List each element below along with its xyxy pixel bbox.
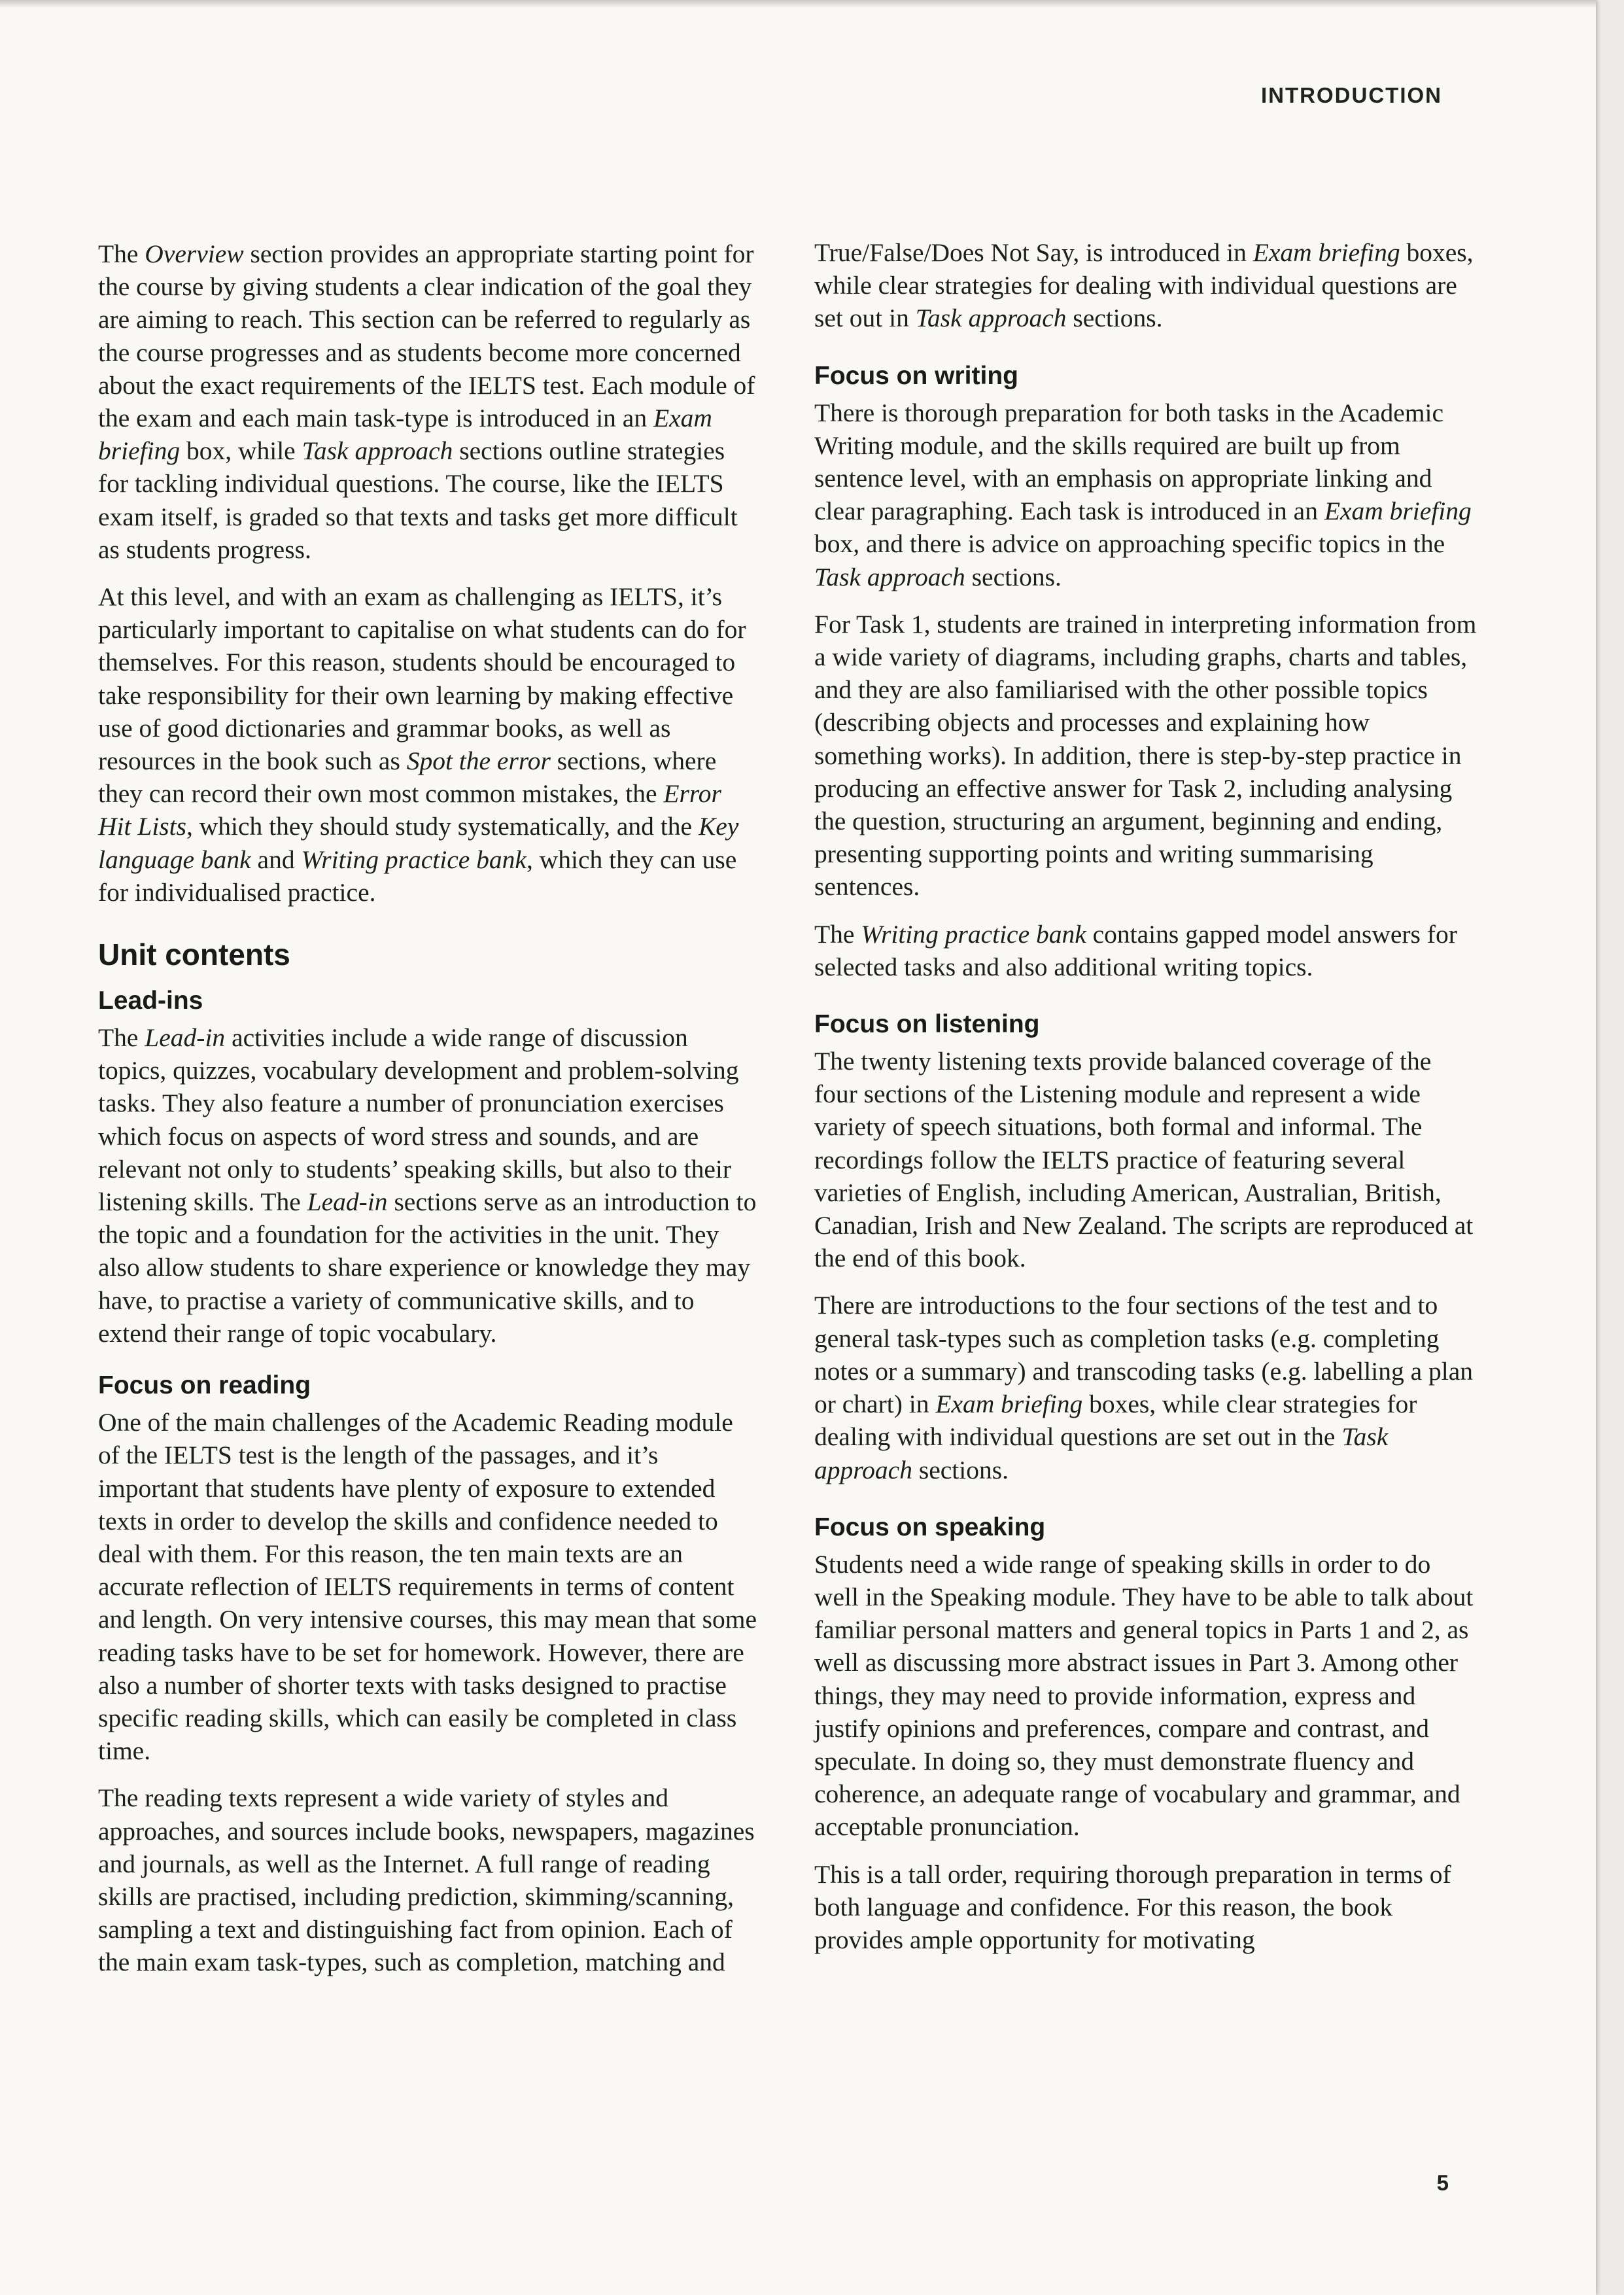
- page-top-edge: [0, 0, 1596, 8]
- writing-paragraph-1: There is thorough preparation for both tasks in the Academic Writing module, and the skills required are built up from sentence level, with an emphasis on appropriate linking and clear paragraphing. Each task is introduced in an Exam briefing box, and there is advice on approaching specific topics in the Task approach sections.: [814, 398, 1472, 591]
- italic-term: Lead-in: [145, 1023, 226, 1053]
- reading-paragraph-2: The reading texts represent a wide variety of styles and approaches, and sources include books, newspapers, magazines and journals, as well as the Internet. A full range of reading skills are practised, including prediction, skimming/scanning, sampling a text and distinguishing fact from opinion. Each of the main exam task-types, such as completion, matching and: [98, 1783, 755, 1977]
- writing-heading: Focus on writing: [814, 361, 1018, 390]
- italic-term: Exam briefing: [935, 1390, 1083, 1419]
- italic-term: Task approach: [814, 1422, 1389, 1484]
- overview-paragraph-1: The Overview section provides an appropriate starting point for the course by giving students a clear indication of the goal they are aiming to reach. This section can be referred to regularly as the course progresses and as students become more concerned about the exact requirements of the IELTS test. Each module of the exam and each main task-type is introduced in an Exam briefing box, while Task approach sections outline strategies for tackling individual questions. The course, like the IELTS exam itself, is graded so that texts and tasks get more difficult as students progress.: [98, 239, 755, 564]
- italic-term: Writing practice bank: [861, 919, 1086, 949]
- left-column: [98, 237, 759, 1993]
- italic-term: Exam briefing: [98, 404, 712, 466]
- reading-paragraph-1: One of the main challenges of the Academic Reading module of the IELTS test is the length of the passages, and it’s important that students have plenty of exposure to extended texts in order to develop the skills and confidence needed to deal with them. For this reason, the ten main texts are an accurate reflection of IELTS requirements in terms of content and length. On very intensive courses, this may mean that some reading tasks have to be set for homework. However, there are also a number of shorter texts with tasks designed to practise specific reading skills, which can easily be completed in class time.: [98, 1408, 757, 1766]
- italic-term: Task approach: [915, 304, 1067, 333]
- running-head: INTRODUCTION: [1261, 83, 1442, 107]
- italic-term: Overview: [145, 239, 244, 268]
- italic-term: Spot the error: [406, 746, 551, 776]
- speaking-heading: Focus on speaking: [814, 1513, 1046, 1541]
- italic-term: Key language bank: [98, 812, 739, 874]
- italic-term: Error Hit Lists: [98, 779, 721, 841]
- lead-ins-paragraph: The Lead-in activities include a wide range of discussion topics, quizzes, vocabulary development and problem-solving tasks. They also feature a number of pronunciation exercises which focus on aspects of word stress and sounds, and are relevant not only to students’ speaking skills, but also to their listening skills. The Lead-in sections serve as an introduction to the topic and a foundation for the activities in the unit. They also allow students to share experience or knowledge they may have, to practise a variety of communicative skills, and to extend their range of topic vocabulary.: [98, 1023, 757, 1348]
- italic-term: Task approach: [814, 562, 965, 591]
- italic-term: Exam briefing: [1253, 238, 1400, 267]
- writing-paragraph-2: For Task 1, students are trained in interpreting information from a wide variety of diagrams, including graphs, charts and tables, and they are also familiarised with the other possible topics (describing objects and processes and explaining how something works). In addition, there is step-by-step practice in producing an effective answer for Task 2, including analysing the question, structuring an argument, beginning and ending, presenting supporting points and writing summarising sentences.: [814, 609, 1477, 902]
- reading-heading: Focus on reading: [98, 1371, 311, 1400]
- speaking-paragraph-2: This is a tall order, requiring thorough preparation in terms of both language and confidence. For this reason, the book provides ample opportunity for motivating: [814, 1859, 1451, 1954]
- page-number: 5: [1436, 2171, 1449, 2195]
- italic-term: Writing practice bank: [301, 845, 527, 874]
- unit-contents-heading: Unit contents: [98, 937, 290, 972]
- italic-term: Task approach: [302, 436, 453, 466]
- writing-paragraph-3: The Writing practice bank contains gapped model answers for selected tasks and also additional writing topics.: [814, 919, 1457, 981]
- lead-ins-heading: Lead-ins: [98, 987, 203, 1015]
- italic-term: Exam briefing: [1324, 497, 1472, 526]
- right-column: [814, 236, 1478, 1971]
- speaking-paragraph-1: Students need a wide range of speaking skills in order to do well in the Speaking module. They have to be able to talk about familiar personal matters and general topics in Parts 1 and 2, as well as discussing more abstract issues in Part 3. Among other things, they may need to provide information, express and justify opinions and preferences, compare and contrast, and speculate. In doing so, they must demonstrate fluency and coherence, an adequate range of vocabulary and grammar, and acceptable pronunciation.: [814, 1549, 1474, 1842]
- listening-heading: Focus on listening: [814, 1010, 1040, 1039]
- listening-paragraph-2: There are introductions to the four sections of the test and to general task-types such as completion tasks (e.g. completing notes or a summary) and transcoding tasks (e.g. labelling a plan or chart) in Exam briefing boxes, while clear strategies for dealing with individual questions are set out in the Task approach sections.: [814, 1291, 1473, 1484]
- italic-term: Lead-in: [307, 1187, 388, 1217]
- listening-paragraph-1: The twenty listening texts provide balanced coverage of the four sections of the Listening module and represent a wide variety of speech situations, both formal and informal. The recordings follow the IELTS practice of featuring several varieties of English, including American, Australian, British, Canadian, Irish and New Zealand. The scripts are reproduced at the end of this book.: [814, 1047, 1474, 1273]
- overview-paragraph-2: At this level, and with an exam as challenging as IELTS, it’s particularly important to capitalise on what students can do for themselves. For this reason, students should be encouraged to take responsibility for their own learning by making effective use of good dictionaries and grammar books, as well as resources in the book such as Spot the error sections, where they can record their own most common mistakes, the Error Hit Lists, which they should study systematically, and the Key language bank and Writing practice bank, which they can use for individualised practice.: [98, 582, 746, 907]
- reading-continued-paragraph: True/False/Does Not Say, is introduced in Exam briefing boxes, while clear strategies for dealing with individual questions are set out in Task approach sections.: [814, 238, 1474, 333]
